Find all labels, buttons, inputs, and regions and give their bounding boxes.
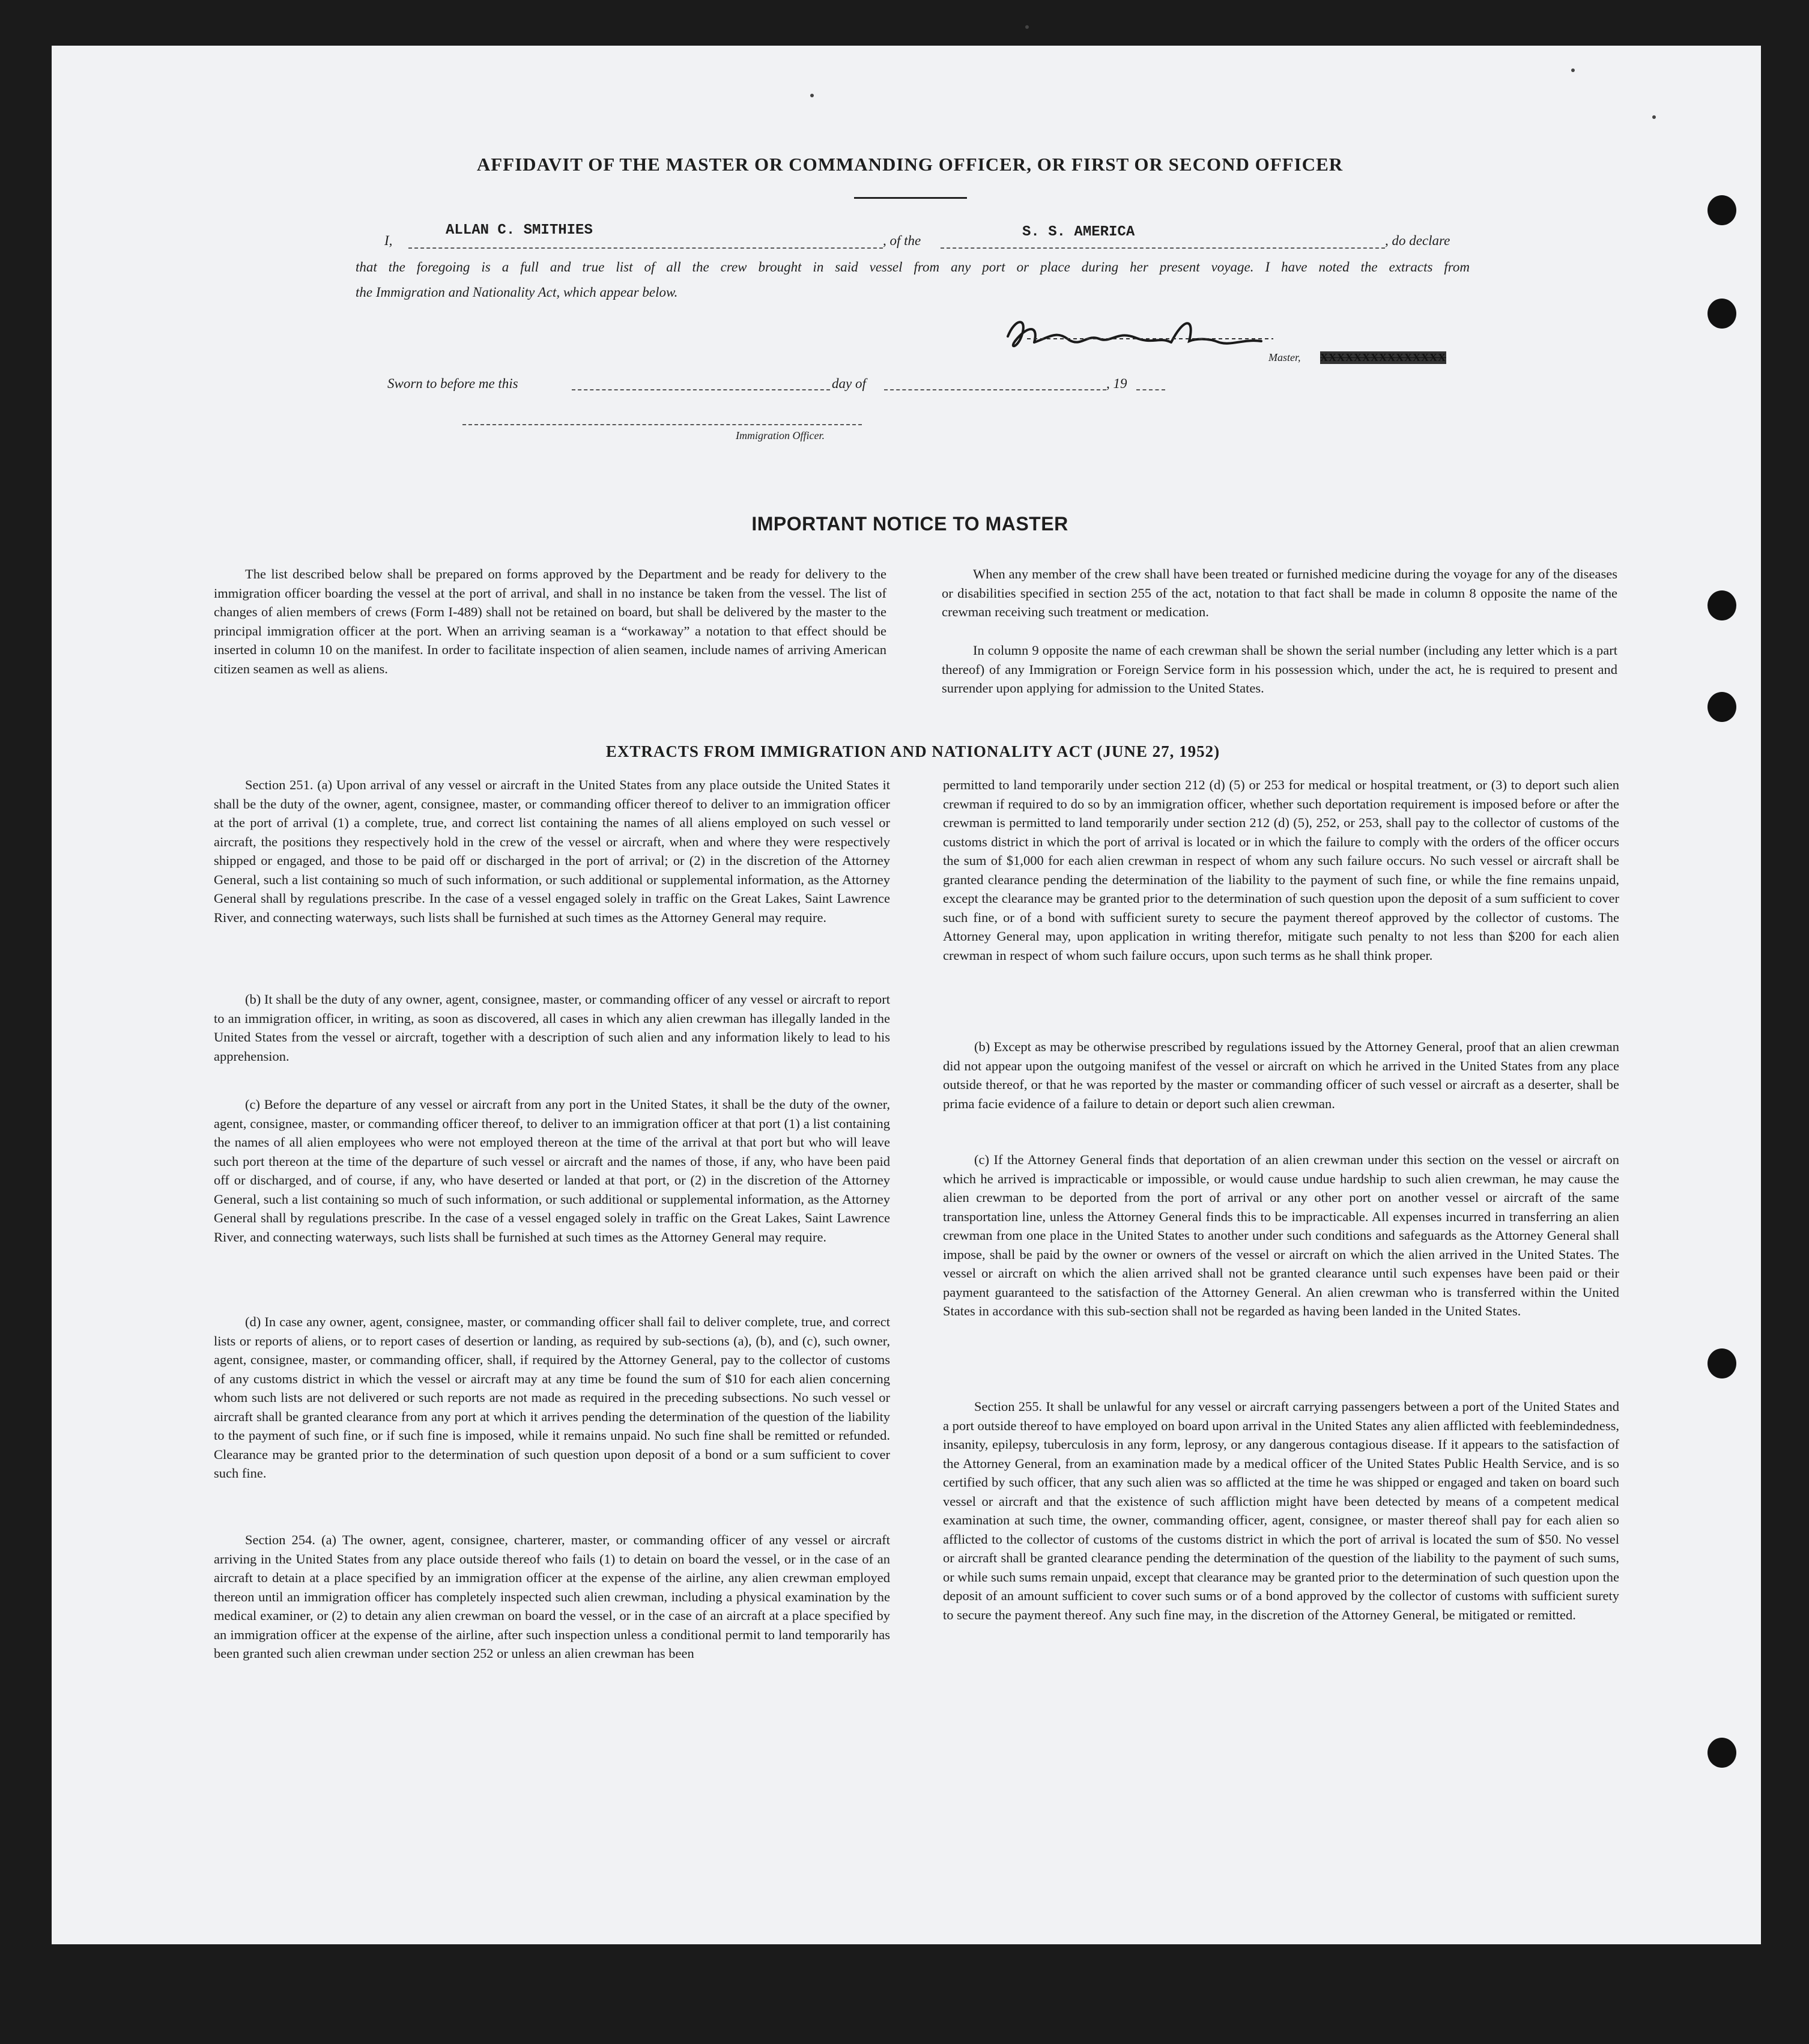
do-declare-text: , do declare <box>1385 233 1450 248</box>
section-251-c: (c) Before the departure of any vessel or aircraft from any port in the United States, it shall be the duty of the owner, agent, consignee, master, or commanding officer thereof, to deliver to an immigration officer at that port (1) a list containing the names of all alien employees who were not employed thereon at the time of the arrival at that port but who will leave such port thereon at the time of the departure of such vessel or aircraft and the names of those, if any, who have been paid off or discharged, and of course, if any, who have deserted or landed at that port, or (2) in the discretion of the Attorney General, such a list containing so much of such information, or such additional or supplemental information, as the Attorney General shall by regulations prescribe. In the case of a vessel engaged solely in traffic on the Great Lakes, Saint Lawrence River, and connecting waterways, such lists shall be furnished at such times as the Attorney General may require. <box>214 1097 890 1245</box>
dust-speck <box>810 94 814 97</box>
officer-signature-line <box>462 424 862 425</box>
declaration-line-2: the Immigration and Nationality Act, which appear below. <box>356 285 678 300</box>
notice-left-paragraph: The list described below shall be prepared on forms approved by the Department and be ready for delivery to the immigration officer boarding the vessel at the port of arrival, and shall in no instance be taken from the vessel. The list of changes of alien members of crews (Form I-489) shall not be retained on board, but shall be delivered by the master to the principal immigration officer at the port. When an arriving seaman is a “workaway” a notation to that effect should be inserted in column 10 on the manifest. In order to facilitate inspection of alien seamen, include names of arriving American citizen seamen as well as aliens. <box>214 566 886 676</box>
section-251-b: (b) It shall be the duty of any owner, agent, consignee, master, or commanding officer of any vessel or aircraft to report to an immigration officer, in writing, as soon as discovered, all cases in which any alien crewman has illegally landed in the United States from the vessel or aircraft, together with a description of such alien and any information likely to lead to his apprehension. <box>214 992 890 1064</box>
section-254-c: (c) If the Attorney General finds that deportation of an alien crewman under this section on the vessel or aircraft on which he arrived is impracticable or impossible, or would cause undue hardship to such alien crewman, he may cause the alien crewman to be deported from the port of arrival or any other port on another vessel or aircraft of the same transportation line, unless the Attorney General finds this to be impracticable. All expenses incurred in transferring an alien crewman from one place in the United States to another under such conditions and safeguards as the Attorney General shall impose, shall be paid by the owner or owners of the vessel or aircraft on which the alien arrived in the United States. The vessel or aircraft on which the alien arrived shall not be granted clearance until such expenses have been paid or their payment guaranteed to the satisfaction of the Attorney General. An alien crewman who is transferred within the United States in accordance with this sub-section shall not be regarded as having been landed in the United States. <box>943 1152 1619 1318</box>
dust-speck <box>1571 68 1575 72</box>
year-line <box>1136 389 1165 390</box>
declarant-prefix: I, <box>384 233 393 248</box>
vessel-name: S. S. AMERICA <box>1022 224 1135 240</box>
notice-right-paragraph-1: When any member of the crew shall have been treated or furnished medicine during the voyage for any of the diseases or disabilities specified in section 255 of the act, notation to that fact shall be made in column 8 opposite the name of the crewman receiving such treatment or medication. <box>942 566 1617 619</box>
vessel-line <box>941 247 1385 249</box>
declarant-line <box>408 247 883 249</box>
section-251-a: Section 251. (a) Upon arrival of any vessel or aircraft in the United States from any place outside the United States it shall be the duty of the owner, agent, consignee, master, or commanding officer thereof to deliver to an immigration officer at the port of arrival (1) a complete, true, and correct list containing the names of all aliens employed on such vessel or aircraft, the positions they respectively hold in the crew of the vessel or aircraft, when and where they were respectively shipped or engaged, and those to be paid off or discharged in the port of arrival; or (2) in the discretion of the Attorney General, such a list containing so much of such information, or such additional or supplemental information, as the Attorney General shall by regulations prescribe. In the case of a vessel engaged solely in traffic on the Great Lakes, Saint Lawrence River, and connecting waterways, such lists shall be furnished at such times as the Attorney General may require. <box>214 777 890 925</box>
section-254-a: Section 254. (a) The owner, agent, consignee, charterer, master, or commanding officer of any vessel or aircraft arriving in the United States from any place outside thereof who fails (1) to detain on board the vessel, or in the case of an aircraft to detain at a place specified by an immigration officer at the expense of the airline, any alien crewman employed thereon until an immigration officer has completely inspected such alien crewman, including a physical examination by the medical examiner, or (2) to detain any alien crewman on board the vessel, or in the case of an aircraft at a place specified by an immigration officer at the expense of the airline, after such inspection unless a conditional permit to land temporarily has been granted such alien crewman under section 252 or unless an alien crewman has been <box>214 1532 890 1661</box>
master-caption: Master, <box>1268 351 1301 363</box>
notice-right-paragraph-2: In column 9 opposite the name of each crewman shall be shown the serial number (including any letter which is a part thereof) of any Immigration or Foreign Service form in his possession which, under the act, he is required to present and surrender upon applying for admission to the United States. <box>942 643 1617 696</box>
section-254-a-continued: permitted to land temporarily under section 212 (d) (5) or 253 for medical or hospital treatment, or (3) to deport such alien crewman if required to do so by an immigration officer, whether such deportation requirement is imposed before or after the crewman is permitted to land temporarily under section 212 (d) (5), 252, or 253, shall pay to the collector of customs of the customs district in which the port of arrival is located or in which the failure to comply with the orders of the officer occurs the sum of $1,000 for each alien crewman in respect of whom any such failure occurs. No such vessel or aircraft shall be granted clearance pending the determination of the liability to the payment of such fine, or while the fine remains unpaid, except the clearance may be granted prior to the determination of such question upon the deposit of a sum sufficient to cover such fine, or of a bond with sufficient surety to secure the payment thereof approved by the collector of customs. The Attorney General may, upon application in writing therefor, mitigate such penalty to not less than $200 for each alien crewman in respect of whom such failure occurs, upon such terms as he shall think proper. <box>943 777 1619 963</box>
day-of-text: day of <box>832 376 866 391</box>
dust-speck <box>1025 25 1029 29</box>
officer-caption: Immigration Officer. <box>736 429 825 441</box>
section-255: Section 255. It shall be unlawful for any vessel or aircraft carrying passengers between a port of the United States and a port outside thereof to have employed on board upon arrival in the United States any alien afflicted with feeblemindedness, insanity, epilepsy, tuberculosis in any form, leprosy, or any dangerous contagious disease. If it appears to the satisfaction of the Attorney General, from an examination made by a medical officer of the United States Public Health Service, and is so certified by such officer, that any such alien was so afflicted at the time he was shipped or engaged and taken on board such vessel or aircraft and that the existence of such affliction might have been detected by means of a competent medical examination at such time, the owner, commanding officer, agent, consignee, or master thereof shall pay for each alien so afflicted to the collector of customs of the customs district in which the port of arrival is located the sum of $50. No vessel or aircraft shall be granted clearance pending the determination of the question of the liability to the payment of such sums, or while such sums remain unpaid, except that clearance may be granted prior to the determination of such question upon the deposit of an amount sufficient to cover such sums or of a bond approved by the collector of customs with sufficient surety to secure the payment thereof. Any such fine may, in the discretion of the Attorney General, be mitigated or remitted. <box>943 1399 1619 1622</box>
year-prefix: , 19 <box>1106 376 1127 391</box>
declaration-line-1: that the foregoing is a full and true list of all the crew brought in said vessel from any port or place during her present voyage. I have noted the extracts from <box>356 259 1470 274</box>
sworn-label: Sworn to before me this <box>387 376 518 391</box>
punch-hole <box>1707 299 1736 329</box>
dust-speck <box>1652 115 1656 119</box>
section-254-b: (b) Except as may be otherwise prescribed by regulations issued by the Attorney General, proof that an alien crewman did not appear upon the outgoing manifest of the vessel or aircraft on which he arrived in the United States from any place outside thereof, or that he was reported by the master or commanding officer of such vessel or aircraft as a deserter, shall be prima facie evidence of a failure to detain or deport such alien crewman. <box>943 1039 1619 1111</box>
of-the-text: , of the <box>883 233 921 248</box>
master-signature <box>991 312 1279 360</box>
struck-title: XXXXXXXXXXXXXXX <box>1320 351 1446 363</box>
punch-hole <box>1707 590 1736 620</box>
sworn-day-line <box>572 389 830 390</box>
title-rule <box>854 197 967 199</box>
punch-hole <box>1707 195 1736 225</box>
punch-hole <box>1707 1738 1736 1768</box>
punch-hole <box>1707 692 1736 722</box>
notice-title: IMPORTANT NOTICE TO MASTER <box>751 513 1068 535</box>
affidavit-title: AFFIDAVIT OF THE MASTER OR COMMANDING OFFICER, OR FIRST OR SECOND OFFICER <box>476 154 1344 175</box>
section-251-d: (d) In case any owner, agent, consignee, master, or commanding officer shall fail to deliver complete, true, and correct lists or reports of aliens, or to report cases of desertion or landing, as required by sub-sections (a), (b), and (c), such owner, agent, consignee, master, or commanding officer, shall, if required by the Attorney General, pay to the collector of customs of any customs district in which the vessel or aircraft may at any time be found the sum of $10 for each alien concerning whom such lists are not delivered or such reports are not made as required in the preceding subsections. No such vessel or aircraft shall be granted clearance from any port at which it arrives pending the determination of the question of the liability to the payment of such fine, or if such fine is imposed, while it remains unpaid. No such fine shall be remitted or refunded. Clearance may be granted prior to the determination of such question upon deposit of a bond or a sum sufficient to cover such fine. <box>214 1314 890 1481</box>
declarant-name: ALLAN C. SMITHIES <box>446 222 593 238</box>
sworn-month-line <box>884 389 1106 390</box>
extracts-title: EXTRACTS FROM IMMIGRATION AND NATIONALITY ACT (JUNE 27, 1952) <box>605 742 1220 760</box>
punch-hole <box>1707 1348 1736 1378</box>
